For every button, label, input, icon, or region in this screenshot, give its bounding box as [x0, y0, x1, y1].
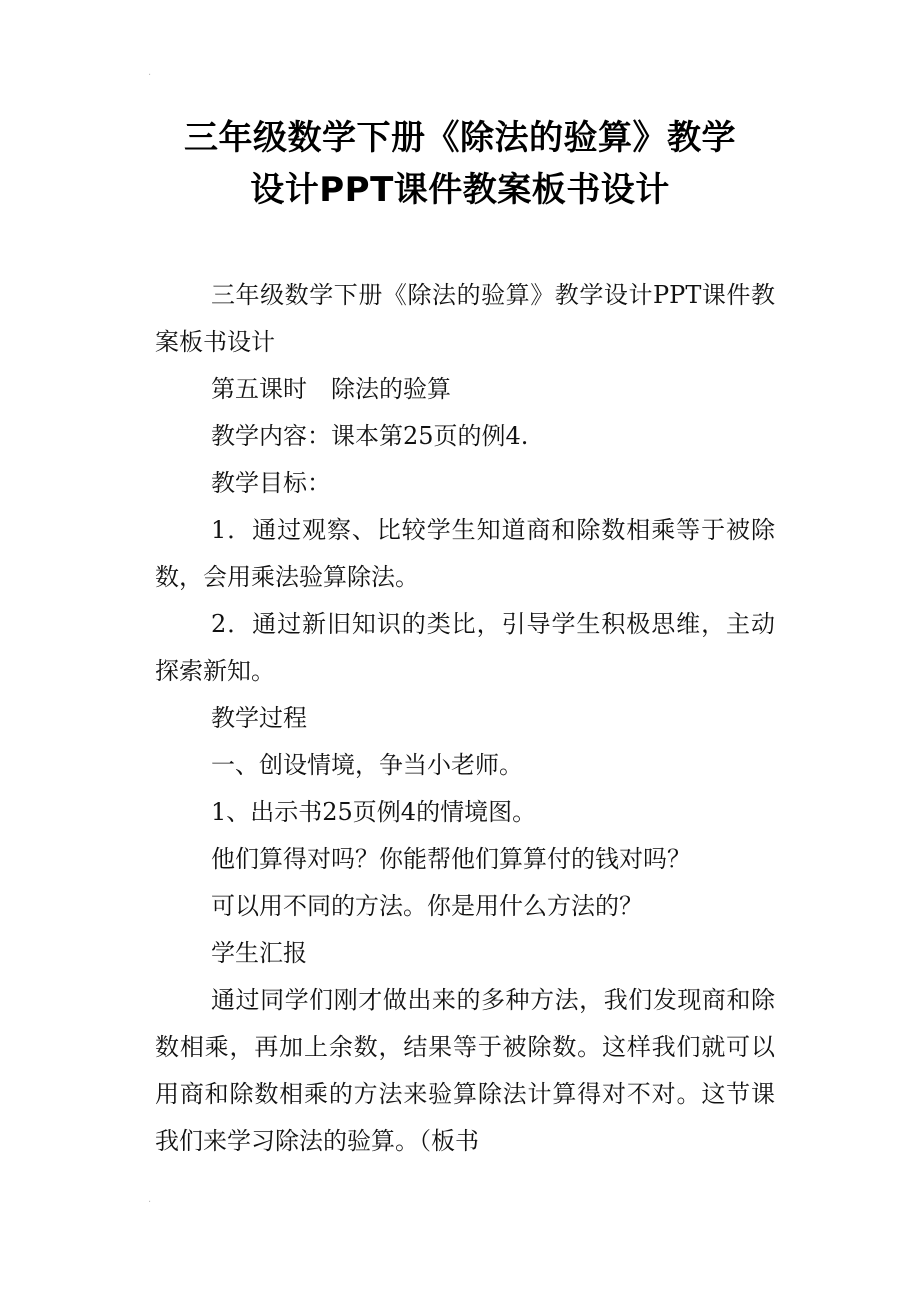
paragraph-heading-repeat: 三年级数学下册《除法的验算》教学设计PPT课件教案板书设计 — [155, 281, 775, 356]
paragraph-lesson: 第五课时 除法的验算 — [211, 375, 451, 403]
paragraph-step-1: 1、出示书25页例4的情境图。 — [211, 798, 537, 826]
paragraph-goals-heading: 教学目标： — [211, 469, 331, 497]
title-line-1: 三年级数学下册《除法的验算》教学 — [184, 118, 736, 158]
paragraph-process-heading: 教学过程 — [211, 704, 307, 732]
document-body — [155, 272, 775, 1165]
paragraph-question-1: 他们算得对吗？你能帮他们算算付的钱对吗？ — [211, 845, 691, 873]
paragraph-student-report: 学生汇报 — [211, 939, 307, 967]
paragraph-question-2: 可以用不同的方法。你是用什么方法的？ — [211, 892, 643, 920]
paragraph-goal-1: 1．通过观察、比较学生知道商和除数相乘等于被除数，会用乘法验算除法。 — [155, 516, 775, 591]
paragraph-summary: 通过同学们刚才做出来的多种方法，我们发现商和除数相乘，再加上余数，结果等于被除数。这样我们就可以用商和除数相乘的方法来验算除法计算得对不对。这节课我们来学习除法的验算。（板书 — [155, 986, 775, 1155]
paragraph-content: 教学内容：课本第25页的例4. — [211, 422, 529, 450]
page-corner-mark: . — [148, 67, 152, 78]
paragraph-section-1: 一、创设情境，争当小老师。 — [211, 751, 523, 779]
page-corner-mark: . — [148, 1194, 152, 1205]
paragraph-goal-2: 2．通过新旧知识的类比，引导学生积极思维，主动探索新知。 — [155, 610, 775, 685]
title-line-2: 设计PPT课件教案板书设计 — [250, 170, 670, 210]
document-title — [120, 112, 800, 216]
